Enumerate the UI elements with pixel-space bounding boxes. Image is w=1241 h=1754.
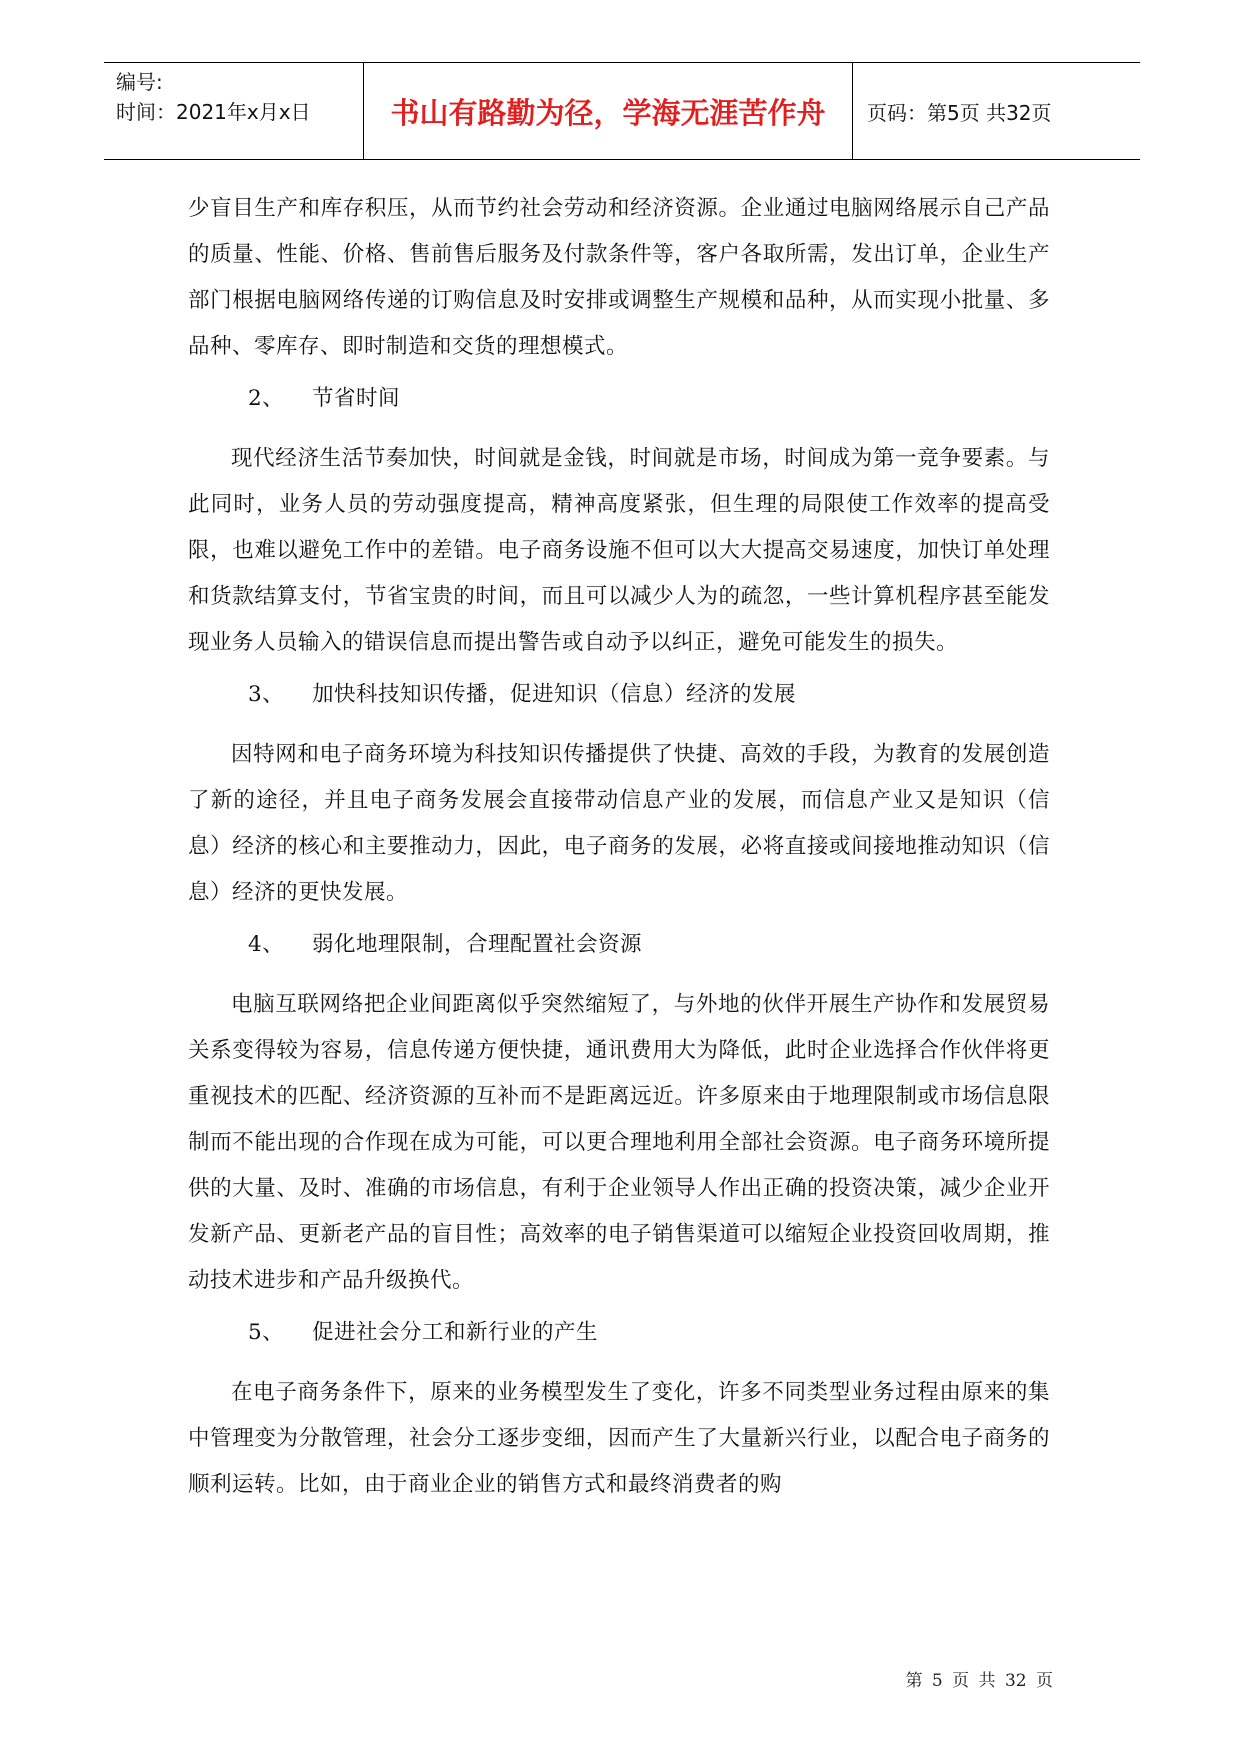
paragraph: 少盲目生产和库存积压，从而节约社会劳动和经济资源。企业通过电脑网络展示自己产品的质量、性能、价格、售前售后服务及付款条件等，客户各取所需，发出订单，企业生产部门根据电脑网络传递的订购信息及时安排或调整生产规模和品种，从而实现小批量、多品种、零库存、即时制造和交货的理想模式。 — [188, 196, 1050, 359]
header-motto: 书山有路勤为径，学海无涯苦作舟 — [364, 63, 853, 159]
section-heading — [188, 922, 1050, 968]
section-number: 2、 — [248, 386, 285, 411]
section-number: 4、 — [248, 932, 285, 957]
paragraph: 现代经济生活节奏加快，时间就是金钱，时间就是市场，时间成为第一竞争要素。与此同时，业务人员的劳动强度提高，精神高度紧张，但生理的局限使工作效率的提高受限，也难以避免工作中的差错。电子商务设施不但可以大大提高交易速度，加快订单处理和货款结算支付，节省宝贵的时间，而且可以减少人为的疏忽，一些计算机程序甚至能发现业务人员输入的错误信息而提出警告或自动予以纠正，避免可能发生的损失。 — [188, 446, 1050, 655]
section-heading — [188, 672, 1050, 718]
section-title: 加快科技知识传播，促进知识（信息）经济的发展 — [312, 682, 797, 707]
page-footer: 第 5 页 共 32 页 — [905, 1671, 1053, 1691]
section-title: 促进社会分工和新行业的产生 — [312, 1320, 599, 1345]
section-title: 节省时间 — [312, 386, 401, 411]
section-heading — [188, 1310, 1050, 1356]
section-heading — [188, 376, 1050, 422]
header-meta — [104, 63, 364, 159]
section-number: 3、 — [248, 682, 285, 707]
paragraph: 电脑互联网络把企业间距离似乎突然缩短了，与外地的伙伴开展生产协作和发展贸易关系变得较为容易，信息传递方便快捷，通讯费用大为降低，此时企业选择合作伙伴将更重视技术的匹配、经济资源的互补而不是距离远近。许多原来由于地理限制或市场信息限制而不能出现的合作现在成为可能，可以更合理地利用全部社会资源。电子商务环境所提供的大量、及时、准确的市场信息，有利于企业领导人作出正确的投资决策，减少企业开发新产品、更新老产品的盲目性；高效率的电子销售渠道可以缩短企业投资回收周期，推动技术进步和产品升级换代。 — [188, 992, 1050, 1293]
time-label: 时间：2021年x月x日 — [116, 100, 311, 124]
header-page-label: 页码：第5页 共32页 — [867, 100, 1052, 125]
section-title: 弱化地理限制，合理配置社会资源 — [312, 932, 643, 957]
page-header — [104, 62, 1140, 160]
document-body — [188, 186, 1050, 1508]
section-number: 5、 — [248, 1320, 285, 1345]
code-label: 编号: — [116, 70, 163, 94]
paragraph: 在电子商务条件下，原来的业务模型发生了变化，许多不同类型业务过程由原来的集中管理变为分散管理，社会分工逐步变细，因而产生了大量新兴行业，以配合电子商务的顺利运转。比如，由于商业企业的销售方式和最终消费者的购 — [188, 1380, 1050, 1497]
paragraph: 因特网和电子商务环境为科技知识传播提供了快捷、高效的手段，为教育的发展创造了新的途径，并且电子商务发展会直接带动信息产业的发展，而信息产业又是知识（信息）经济的核心和主要推动力，因此，电子商务的发展，必将直接或间接地推动知识（信息）经济的更快发展。 — [188, 742, 1050, 905]
